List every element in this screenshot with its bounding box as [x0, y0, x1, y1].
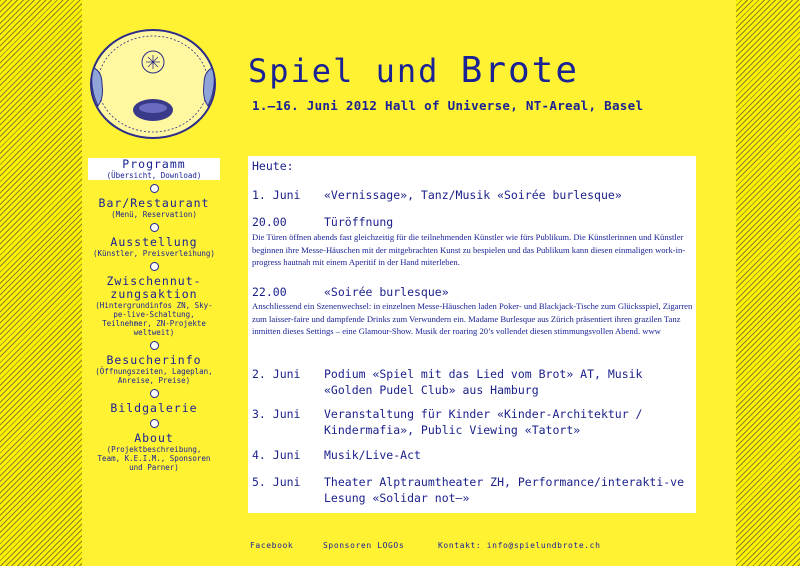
time-slot-heading [252, 284, 694, 300]
time-label: 22.00 [252, 285, 287, 299]
event-title: «Vernissage», Tanz/Musik «Soirée burlesque» [324, 188, 622, 202]
site-title-part2: Brote [460, 50, 580, 91]
footer-facebook-link[interactable]: Facebook [250, 541, 294, 550]
nav-label: Programm [122, 157, 186, 171]
bullet-icon [150, 184, 159, 193]
nav-item-besucherinfo[interactable] [88, 354, 220, 385]
event-title: Theater Alptraumtheater ZH, Performance/interakti-ve Lesung «Solidar not—» [324, 475, 685, 505]
bullet-icon [150, 419, 159, 428]
event-date: 5. Juni [252, 475, 301, 489]
event-link-3-juni[interactable] [252, 406, 694, 438]
site-subtitle: 1.–16. Juni 2012 Hall of Universe, NT-Areal, Basel [252, 98, 644, 113]
nav-sub: (Künstler, Preisverleihung) [93, 249, 215, 258]
program-content [248, 156, 696, 513]
nav-label: Besucherinfo [106, 353, 202, 367]
footer-sponsors-link[interactable]: Sponsoren LOGOs [323, 541, 405, 550]
event-link-1-juni[interactable] [252, 187, 694, 203]
nav-item-about[interactable] [88, 432, 220, 472]
nav-item-zwischennutzung[interactable] [88, 275, 220, 337]
nav-sub: (Projektbeschreibung, Team, K.E.I.M., Sponsoren und Parner) [97, 445, 211, 472]
time-label: 20.00 [252, 215, 287, 229]
event-link-2-juni[interactable] [252, 366, 694, 398]
nav-label: Zwischennut- zungsaktion [106, 274, 202, 301]
nav-item-bildgalerie[interactable] [88, 402, 220, 415]
site-title-part1: Spiel und [248, 52, 461, 90]
nav-sub: (Menü, Reservation) [111, 210, 197, 219]
bullet-icon [150, 389, 159, 398]
today-heading: Heute: [252, 159, 294, 173]
site-title[interactable] [248, 50, 579, 91]
event-link-5-juni[interactable] [252, 474, 694, 506]
event-date: 3. Juni [252, 407, 301, 421]
nav-sub: (Öffnungszeiten, Lageplan, Anreise, Preise) [95, 367, 213, 385]
time-slot-heading [252, 214, 694, 230]
event-title: Musik/Live-Act [324, 448, 421, 462]
nav-item-bar-restaurant[interactable] [88, 197, 220, 219]
nav-label: Bildgalerie [110, 401, 198, 415]
nav-label: About [134, 431, 174, 445]
nav-label: Ausstellung [110, 235, 198, 249]
nav-item-ausstellung[interactable] [88, 236, 220, 258]
time-title: Türöffnung [324, 215, 394, 229]
time-title: «Soirée burlesque» [324, 285, 449, 299]
nav-item-programm[interactable] [88, 158, 220, 180]
nav-label: Bar/Restaurant [98, 196, 210, 210]
nav-sub: (Hintergrundinfos ZN, Sky- pe-live-Schaltung, Teilnehmer, ZN-Projekte weltweit) [95, 301, 213, 337]
event-title: Podium «Spiel mit das Lied vom Brot» AT, Musik «Golden Pudel Club» aus Hamburg [324, 367, 643, 397]
event-description: Anschliessend ein Szenenwechsel: in einzelnen Messe-Häuschen laden Poker- und Blackjack-Tische zum Glücksspiel, Zigarren zum laisser-faire und dampfende Drinks zum Verwundern ein. Madame Burlesque aus Zürich präsentiert ihren grazilen Tanz inmitten dieses Settings – eine Glamour-Show. Musik der roaring 20’s vollendet diesen stimmungsvollen Abend. www [252, 301, 693, 336]
bullet-icon [150, 262, 159, 271]
bullet-icon [150, 223, 159, 232]
event-description: Die Türen öffnen abends fast gleichzeitig für die teilnehmenden Künstler wie fürs Publikum. Die Künstlerinnen und Künstler beginnen ihre Messe-Häuschen mit der mitgebrachten Kunst zu bespielen und das Publikum kann diesen einmaligen work-in-progress hautnah mit einem Aperitif in der Hand miterleben. [252, 232, 686, 267]
main-nav [88, 158, 220, 476]
event-date: 2. Juni [252, 367, 301, 381]
event-date: 1. Juni [252, 188, 301, 202]
event-date: 4. Juni [252, 448, 301, 462]
face-logo-icon[interactable] [88, 28, 218, 140]
footer-contact-link[interactable]: Kontakt: info@spielundbrote.ch [438, 541, 601, 550]
bullet-icon [150, 341, 159, 350]
nav-sub: (Übersicht, Download) [106, 171, 202, 180]
event-link-4-juni[interactable] [252, 447, 694, 463]
event-title: Veranstaltung für Kinder «Kinder-Architektur / Kindermafia», Public Viewing «Tatort» [324, 407, 643, 437]
